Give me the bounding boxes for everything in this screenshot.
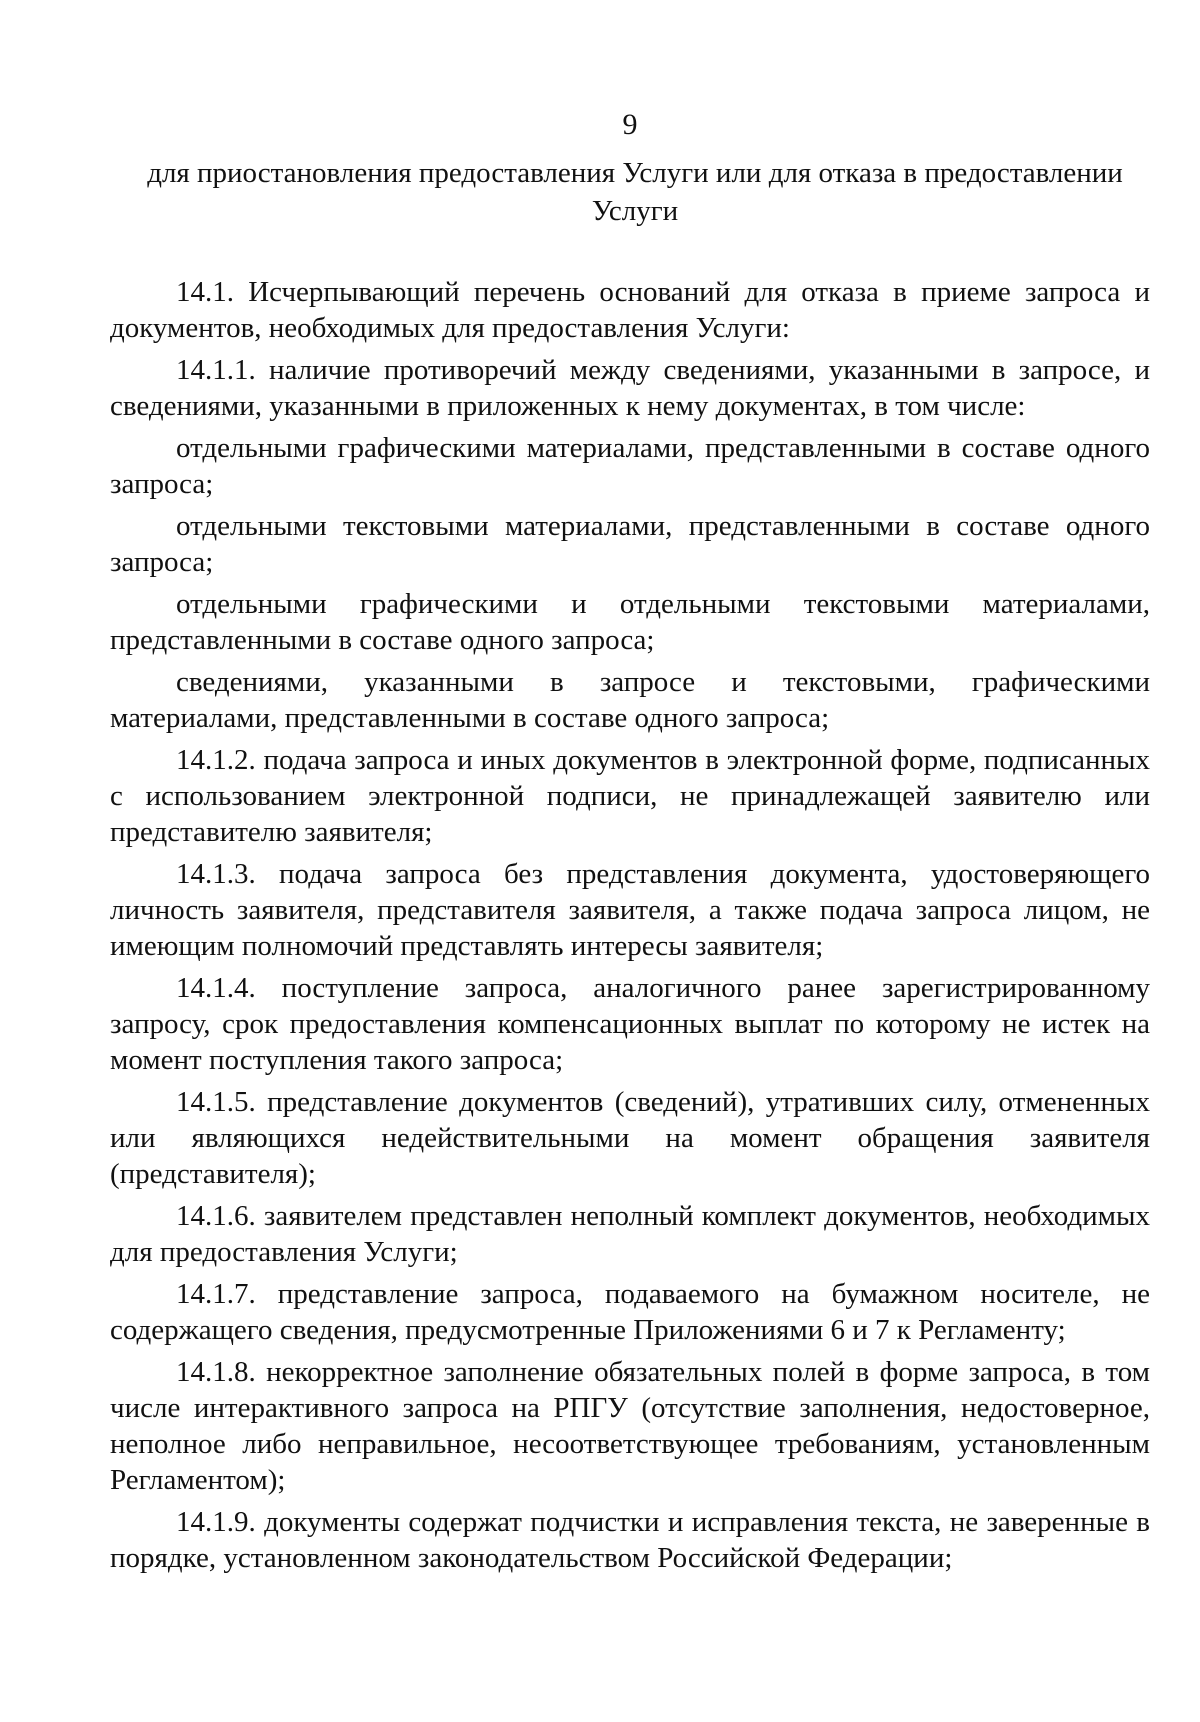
paragraph-14-1-3: 14.1.3. подача запроса без представления документа, удостоверяющего личность заявителя, представителя заявителя, а также подача запроса лицом, не имеющим полномочий представлять интересы заявителя;: [110, 858, 1150, 962]
paragraph-14-1-8: 14.1.8. некорректное заполнение обязательных полей в форме запроса, в том числе интерактивного запроса на РПГУ (отсутствие заполнения, недостоверное, неполное либо неправильное, несоответствующее требованиям, установленным Регламентом);: [110, 1356, 1150, 1496]
list-item: отдельными графическими материалами, представленными в составе одного запроса;: [110, 432, 1150, 500]
paragraph-14-1-1: 14.1.1. наличие противоречий между сведениями, указанными в запросе, и сведениями, указанными в приложенных к нему документах, в том числе:: [110, 354, 1150, 422]
paragraph-14-1-4: 14.1.4. поступление запроса, аналогичного ранее зарегистрированному запросу, срок предоставления компенсационных выплат по которому не истек на момент поступления такого запроса;: [110, 972, 1150, 1076]
section-heading: для приостановления предоставления Услуги или для отказа в предоставлении Услуги: [147, 157, 1123, 227]
document-body: [110, 274, 1150, 1582]
page-number: 9: [622, 108, 638, 141]
paragraph-14-1-6: 14.1.6. заявителем представлен неполный комплект документов, необходимых для предоставления Услуги;: [110, 1200, 1150, 1268]
paragraph-14-1-2: 14.1.2. подача запроса и иных документов в электронной форме, подписанных с использованием электронной подписи, не принадлежащей заявителю или представителю заявителя;: [110, 744, 1150, 848]
list-item: отдельными графическими и отдельными текстовыми материалами, представленными в составе одного запроса;: [110, 588, 1150, 656]
paragraph-14-1-5: 14.1.5. представление документов (сведений), утративших силу, отмененных или являющихся недействительными на момент обращения заявителя (представителя);: [110, 1086, 1150, 1190]
list-item: отдельными текстовыми материалами, представленными в составе одного запроса;: [110, 510, 1150, 578]
list-item: сведениями, указанными в запросе и текстовыми, графическими материалами, представленными в составе одного запроса;: [110, 666, 1150, 734]
paragraph-14-1: 14.1. Исчерпывающий перечень оснований для отказа в приеме запроса и документов, необходимых для предоставления Услуги:: [110, 276, 1150, 344]
paragraph-14-1-7: 14.1.7. представление запроса, подаваемого на бумажном носителе, не содержащего сведения, предусмотренные Приложениями 6 и 7 к Регламенту;: [110, 1278, 1150, 1346]
paragraph-14-1-9: 14.1.9. документы содержат подчистки и исправления текста, не заверенные в порядке, установленном законодательством Российской Федерации;: [110, 1506, 1150, 1574]
